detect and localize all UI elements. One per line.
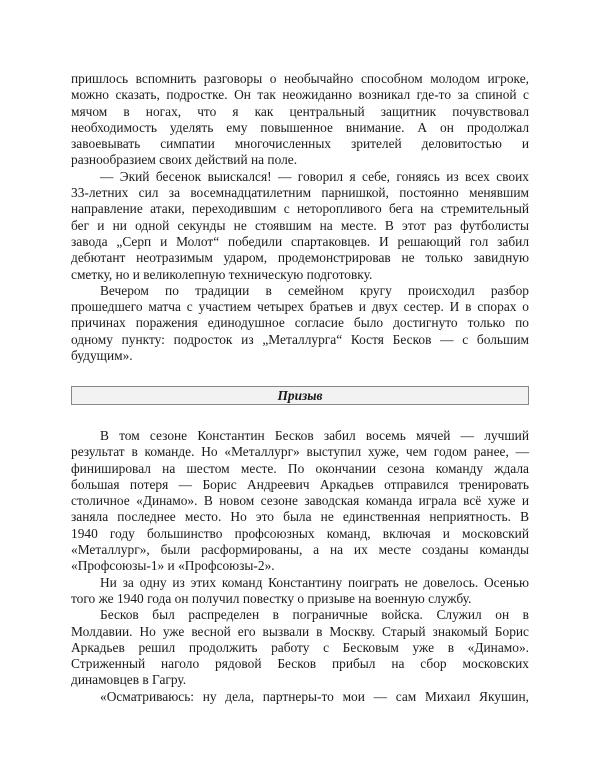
text-line: будущим». xyxy=(71,348,133,364)
text-section-2 xyxy=(71,428,529,705)
paragraph xyxy=(71,428,529,575)
text-line: прошедшего матча с участием четырех братьев и двух сестер. И в спорах о xyxy=(71,299,529,315)
text-line: 1940 году большинство профсоюзных команд, включая и московский xyxy=(71,525,529,541)
text-line: большая потеря — Борис Андреевич Аркадьев отправился тренировать xyxy=(71,476,529,492)
text-line: того же 1940 года он получил повестку о призыве на военную службу. xyxy=(71,590,472,606)
text-line: направление атаки, переходившим с неторопливого бега на стремительный xyxy=(71,201,529,217)
text-line: финишировал на шестом месте. По окончании сезона команду ждала xyxy=(71,460,529,476)
text-line: завода „Серп и Молот“ победили спартаковцев. И решающий гол забил xyxy=(71,233,529,249)
text-line: Аркадьев решил продолжить работу с Бесковым уже в «Динамо». xyxy=(71,639,529,655)
paragraph xyxy=(71,575,529,608)
paragraph xyxy=(71,169,529,283)
paragraph xyxy=(71,689,529,705)
text-line: Вечером по традиции в семейном кругу происходил разбор xyxy=(100,282,529,298)
text-line: Ни за одну из этих команд Константину поиграть не довелось. Осенью xyxy=(100,574,529,590)
text-line: «Металлург», были расформированы, а на их месте созданы команды xyxy=(71,542,529,558)
section-heading: Призыв xyxy=(71,386,529,405)
text-line: завоевывать симпатии многочисленных зрителей деловитостью и xyxy=(71,136,529,152)
text-line: В том сезоне Константин Бесков забил восемь мячей — лучший xyxy=(100,428,529,443)
text-line: заняла последнее место. Но это была не единственная неприятность. В xyxy=(71,509,529,525)
text-line: результат в команде. Но «Металлург» выступил хуже, чем годом ранее, — xyxy=(71,444,529,460)
text-line: разнообразием своих действий на поле. xyxy=(71,152,298,168)
text-line: «Осматриваюсь: ну дела, партнеры-то мои — сам Михаил Якушин, xyxy=(100,688,529,704)
text-line: «Профсоюзы-1» и «Профсоюзы-2». xyxy=(71,558,275,574)
text-section-1 xyxy=(71,71,529,364)
text-line: одному пункту: подросток из „Металлурга“ Костя Бесков — с большим xyxy=(71,331,529,347)
text-line: можно сказать, подростке. Он так неожиданно возникал где-то за спиной с xyxy=(71,87,529,103)
text-line: причинах поражения единодушное согласие было достигнуто только по xyxy=(71,315,529,331)
text-line: — Экий бесенок выискался! — говорил я себе, гоняясь из всех своих xyxy=(100,168,529,184)
text-line: пришлось вспомнить разговоры о необычайно способном молодом игроке, xyxy=(71,71,529,86)
text-line: сметку, но и великолепную техническую подготовку. xyxy=(71,266,373,282)
text-line: столичное «Динамо». В новом сезоне заводская команда играла всё хуже и xyxy=(71,493,529,509)
paragraph xyxy=(71,607,529,688)
text-line: мячом в ногах, что я как центральный защитник почувствовал xyxy=(71,103,529,119)
text-line: Бесков был распределен в пограничные войска. Служил он в xyxy=(100,607,529,623)
text-line: Стриженный наголо рядовой Бесков прибыл на сбор московских xyxy=(71,656,529,672)
text-line: бег и ни одной секунды не стоявшим на месте. В этот раз футболисты xyxy=(71,217,529,233)
text-line: дебютант неотразимым ударом, продемонстрировав не только завидную xyxy=(71,250,529,266)
text-line: необходимость уделять ему повышенное внимание. А он продолжал xyxy=(71,119,529,135)
text-line: динамовцев в Гагру. xyxy=(71,672,187,688)
paragraph xyxy=(71,283,529,364)
text-line: 33-летних сил за восемнадцатилетним парнишкой, постоянно менявшим xyxy=(71,185,529,201)
paragraph xyxy=(71,71,529,169)
text-line: Молдавии. Но уже весной его вызвали в Москву. Старый знакомый Борис xyxy=(71,623,529,639)
